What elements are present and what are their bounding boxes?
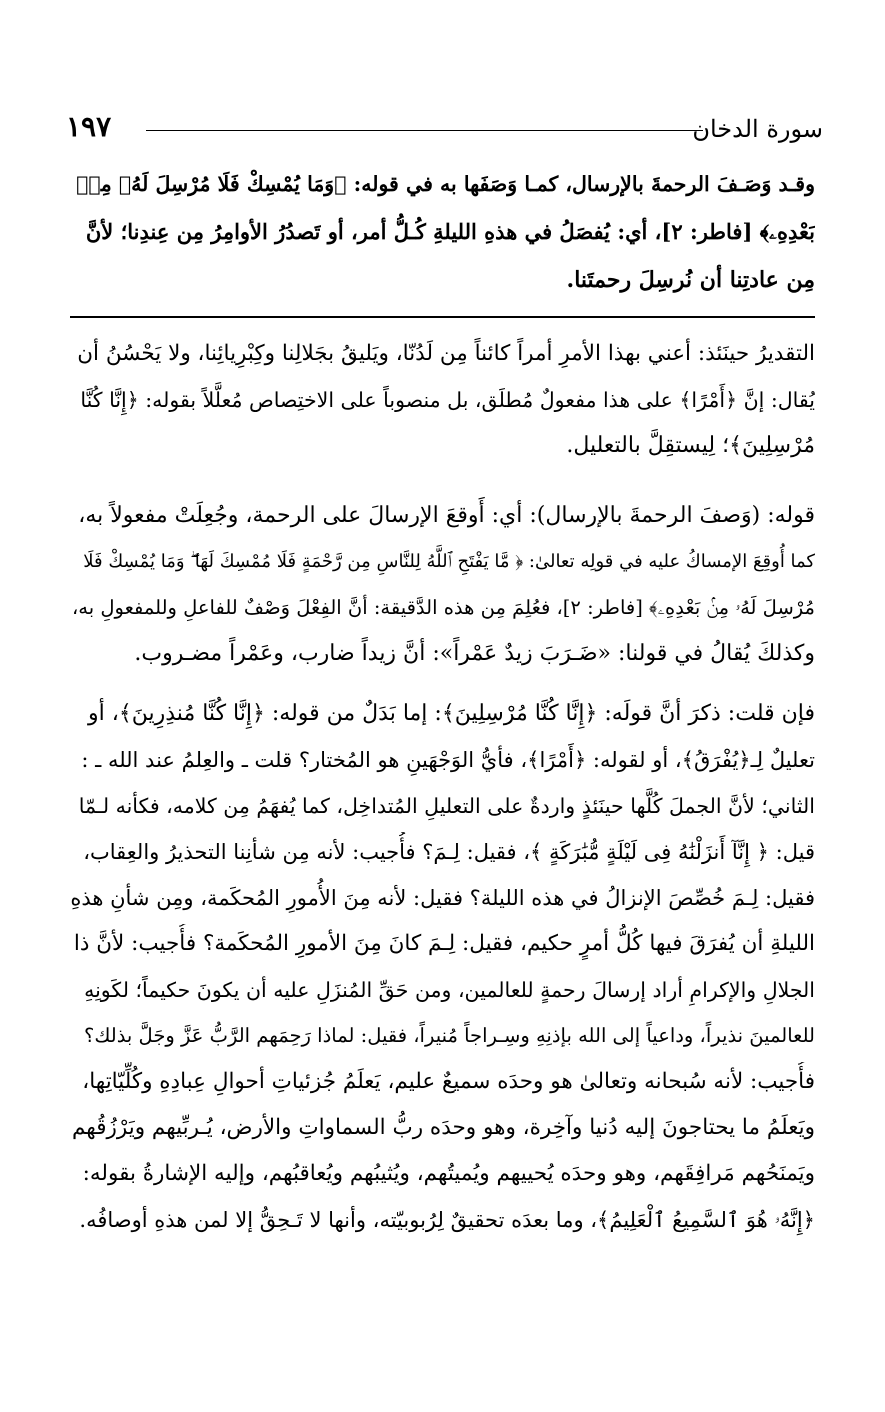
commentary-line: مُرْسِلَ لَهُۥ مِنۢ بَعْدِهِۦ﴾ [فاطر: ٢]، فعُلِمَ مِن هذه الدَّقيقة: أنَّ الفِعْلَ وَصْفٌ للفاعلِ وللمفعولِ به،: [71, 596, 815, 619]
commentary-line: كما أُوقِعَ الإمساكُ عليه في قولِه تعالىٰ: ﴿ مَّا يَفْتَحِ ٱللَّهُ لِلنَّاسِ مِن رَّحْمَةٍ فَلَا مُمْسِكَ لَهَا ۖ وَمَا يُمْسِكْ فَلَا: [83, 551, 815, 572]
commentary-line: ويَمنَحُهم مَرافِقَهم، وهو وحدَه يُحييهم ويُميتُهم، ويُثيبُهم ويُعاقبُهم، وإليه الإشارةُ بقوله:: [82, 1161, 815, 1186]
commentary-line: قيل: ﴿ إِنَّآ أَنزَلْنَٰهُ فِى لَيْلَةٍ مُّبَٰرَكَةٍ ﴾، فقيل: لِـمَ؟ فأُجيب: لأنه مِن شأنِنا التحذيرُ والعِقاب،: [83, 840, 815, 864]
commentary-line: قوله: (وَصفَ الرحمةَ بالإرسال): أي: أَوقعَ الإرسالَ على الرحمة، وجُعِلَتْ مفعولاً به،: [78, 503, 815, 528]
main-text-line: مِن عادتِنا أن نُرسِلَ رحمتَنا.: [566, 267, 815, 293]
commentary-line: للعالمينَ نذيراً، وداعياً إلى الله بإذنِهِ وسِـراجاً مُنيراً، فقيل: لماذا رَحِمَهم الرَّبُّ عَزَّ وجَلَّ بذلك؟: [83, 1024, 815, 1047]
main-text-line: وقـد وَصَـفَ الرحمةَ بالإرسال، كمـا وَصَفَها به في قوله: ﴿وَمَا يُمْسِكْ فَلَا مُرْسِلَ لَهُۥ مِنۢ: [76, 172, 815, 196]
header-rule: [146, 130, 703, 131]
commentary-line: الثاني؛ لأنَّ الجملَ كُلَّها حينَئذٍ واردةٌ على التعليلِ المُتداخِل، كما يُفهَمُ مِن كلامه، فكأنه لـمّا: [78, 794, 815, 818]
commentary-line: الجلالِ والإكرامِ أراد إرسالَ رحمةٍ للعالمين، ومن حَقِّ المُنزَلِ عليه أن يكونَ حكيماً؛ لكَونِهِ: [84, 978, 815, 1002]
commentary-line: يُقال: إنَّ ﴿أَمْرًا﴾ على هذا مفعولٌ مُطلَق، بل منصوباً على الاختِصاص مُعلَّلاً بقوله: ﴿إِنَّا كُنَّا: [80, 388, 815, 412]
commentary-line: مُرْسِلِينَ﴾؛ لِيستقِلَّ بالتعليل.: [566, 433, 815, 458]
main-text-line: بَعْدِهِۦ﴾ [فاطر: ٢]، أي: يُفصَلُ في هذهِ الليلةِ كُـلُّ أمر، أو تَصدُرُ الأوامِرُ مِن عِندِنا؛ لأنَّ: [85, 219, 815, 244]
section-divider: [70, 316, 815, 318]
commentary-line: فأُجيب: لأنه سُبحانه وتعالىٰ هو وحدَه سميعٌ عليم، يَعلَمُ جُزئياتِ أحوالِ عِبادِهِ وكُلِّيّاتِها،: [82, 1069, 815, 1094]
page-number: ١٩٧: [66, 110, 112, 143]
commentary-line: فإن قلت: ذكرَ أنَّ قولَه: ﴿إِنَّا كُنَّا مُرْسِلِينَ﴾: إما بَدَلٌ من قوله: ﴿إِنَّا كُنَّا مُنذِرِينَ﴾، أو: [88, 701, 815, 726]
page-header: [66, 112, 823, 148]
commentary-line: الليلةِ أن يُفرَقَ فيها كُلُّ أمرٍ حكيم، فقيل: لِـمَ كانَ مِنَ الأمورِ المُحكَمة؟ فأُجيب: لأنَّ ذا: [73, 931, 815, 956]
commentary-line: فقيل: لِـمَ خُصِّصَ الإنزالُ في هذه الليلة؟ فقيل: لأنه مِنَ الأُمورِ المُحكَمة، ومِن شأنِ هذهِ: [70, 886, 815, 910]
surah-title: سورة الدخان: [692, 115, 823, 143]
commentary-line: التقديرُ حينَئذ: أعني بهذا الأمرِ أمراً كائناً مِن لَدُنّا، ويَليقُ بجَلالِنا وكِبْرِيائِنا، ولا يَحْسُنُ أن: [77, 341, 815, 366]
commentary-line: تعليلٌ لِـ﴿يُفْرَقُ﴾، أو لقوله: ﴿أَمْرًا﴾، فأيُّ الوَجْهَينِ هو المُختار؟ قلت ـ والعِلمُ عند الله ـ :: [81, 748, 815, 772]
commentary-line: وكذلكَ يُقالُ في قولنا: «ضَـرَبَ زيدٌ عَمْراً»: أنَّ زيداً ضارب، وعَمْراً مضـروب.: [134, 641, 815, 666]
commentary-line: ويَعلَمُ ما يحتاجونَ إليه دُنيا وآخِرة، وهو وحدَه ربُّ السماواتِ والأرض، يُـربِّيهم ويَرْزُقُهم: [71, 1115, 815, 1140]
commentary-line: ﴿إِنَّهُۥ هُوَ ٱلسَّمِيعُ ٱلْعَلِيمُ﴾، وما بعدَه تحقيقٌ لِرُبوبيّته، وأنها لا تَـحِقُّ إلا لمن هذهِ أوصافُه.: [79, 1208, 815, 1232]
